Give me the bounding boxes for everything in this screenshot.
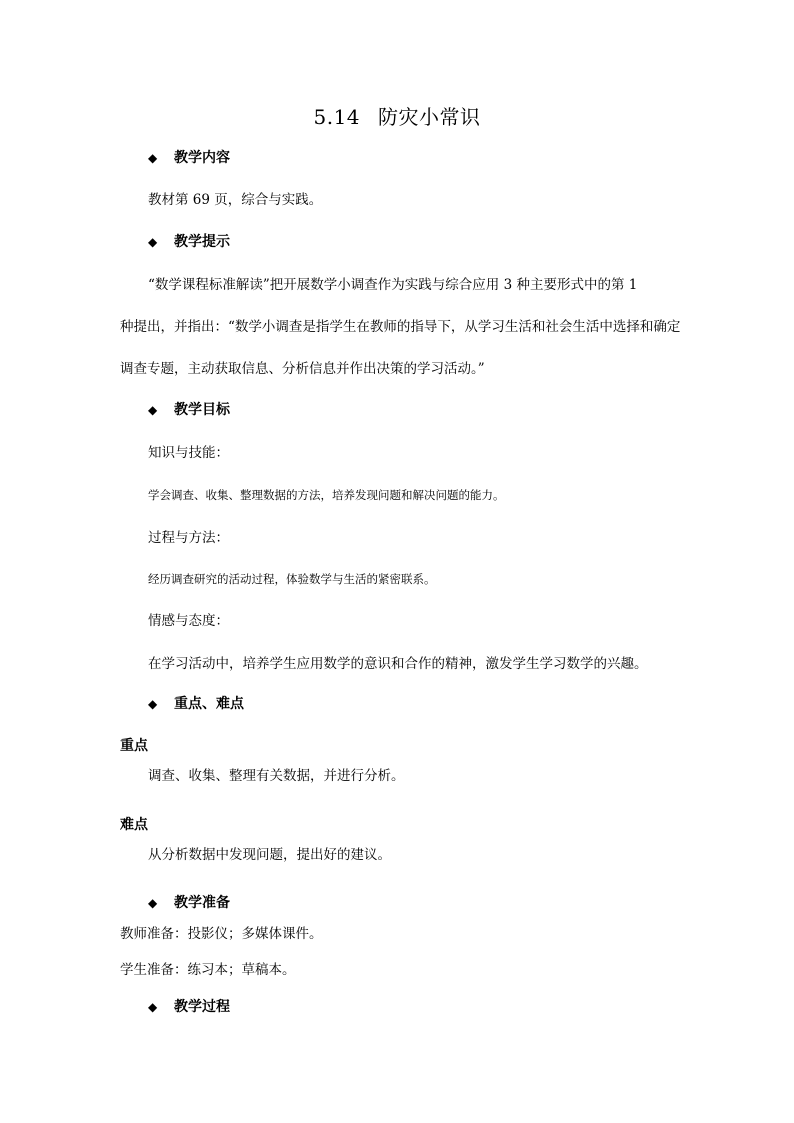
hint-line-1: “数学课程标准解读”把开展数学小调查作为实践与综合应用 3 种主要形式中的第 1 xyxy=(148,277,638,293)
emotion-text: 在学习活动中，培养学生应用数学的意识和合作的精神，激发学生学习数学的兴趣。 xyxy=(148,656,648,672)
key-text: 调查、收集、整理有关数据，并进行分析。 xyxy=(148,768,405,784)
hint-line-3: 调查专题，主动获取信息、分析信息并作出决策的学习活动。” xyxy=(120,361,485,377)
section-heading-content xyxy=(148,148,230,168)
heading-text: 教学过程 xyxy=(174,999,230,1015)
heading-text: 重点、难点 xyxy=(174,696,244,712)
section-heading-goals xyxy=(148,400,230,420)
heading-text: 教学提示 xyxy=(174,234,230,250)
diamond-bullet-icon: ◆ xyxy=(148,1000,158,1014)
heading-text: 教学目标 xyxy=(174,402,230,418)
hint-line-2: 种提出，并指出：“数学小调查是指学生在教师的指导下，从学习生活和社会生活中选择和确定 xyxy=(120,319,681,335)
knowledge-text: 学会调查、收集、整理数据的方法，培养发现问题和解决问题的能力。 xyxy=(148,488,505,502)
knowledge-label: 知识与技能： xyxy=(148,445,229,461)
teacher-preparation: 教师准备：投影仪；多媒体课件。 xyxy=(120,926,323,942)
diamond-bullet-icon: ◆ xyxy=(148,151,158,165)
key-label: 重点 xyxy=(120,738,148,754)
difficult-label: 难点 xyxy=(120,817,148,833)
heading-text: 教学内容 xyxy=(174,150,230,166)
title-text: 防灾小常识 xyxy=(378,105,481,129)
section-heading-process xyxy=(148,997,230,1017)
section-heading-preparation xyxy=(148,893,230,913)
content-text: 教材第 69 页，综合与实践。 xyxy=(148,192,323,208)
process-text: 经历调查研究的活动过程，体验数学与生活的紧密联系。 xyxy=(148,572,436,586)
title-number: 5.14 xyxy=(313,105,361,129)
difficult-text: 从分析数据中发现问题，提出好的建议。 xyxy=(148,847,391,863)
process-label: 过程与方法： xyxy=(148,530,229,546)
diamond-bullet-icon: ◆ xyxy=(148,403,158,417)
heading-text: 教学准备 xyxy=(174,895,230,911)
diamond-bullet-icon: ◆ xyxy=(148,697,158,711)
student-preparation: 学生准备：练习本；草稿本。 xyxy=(120,962,296,978)
section-heading-key-points xyxy=(148,694,244,714)
diamond-bullet-icon: ◆ xyxy=(148,235,158,249)
page-title xyxy=(0,104,794,130)
diamond-bullet-icon: ◆ xyxy=(148,896,158,910)
section-heading-hint xyxy=(148,232,230,252)
emotion-label: 情感与态度： xyxy=(148,613,229,629)
